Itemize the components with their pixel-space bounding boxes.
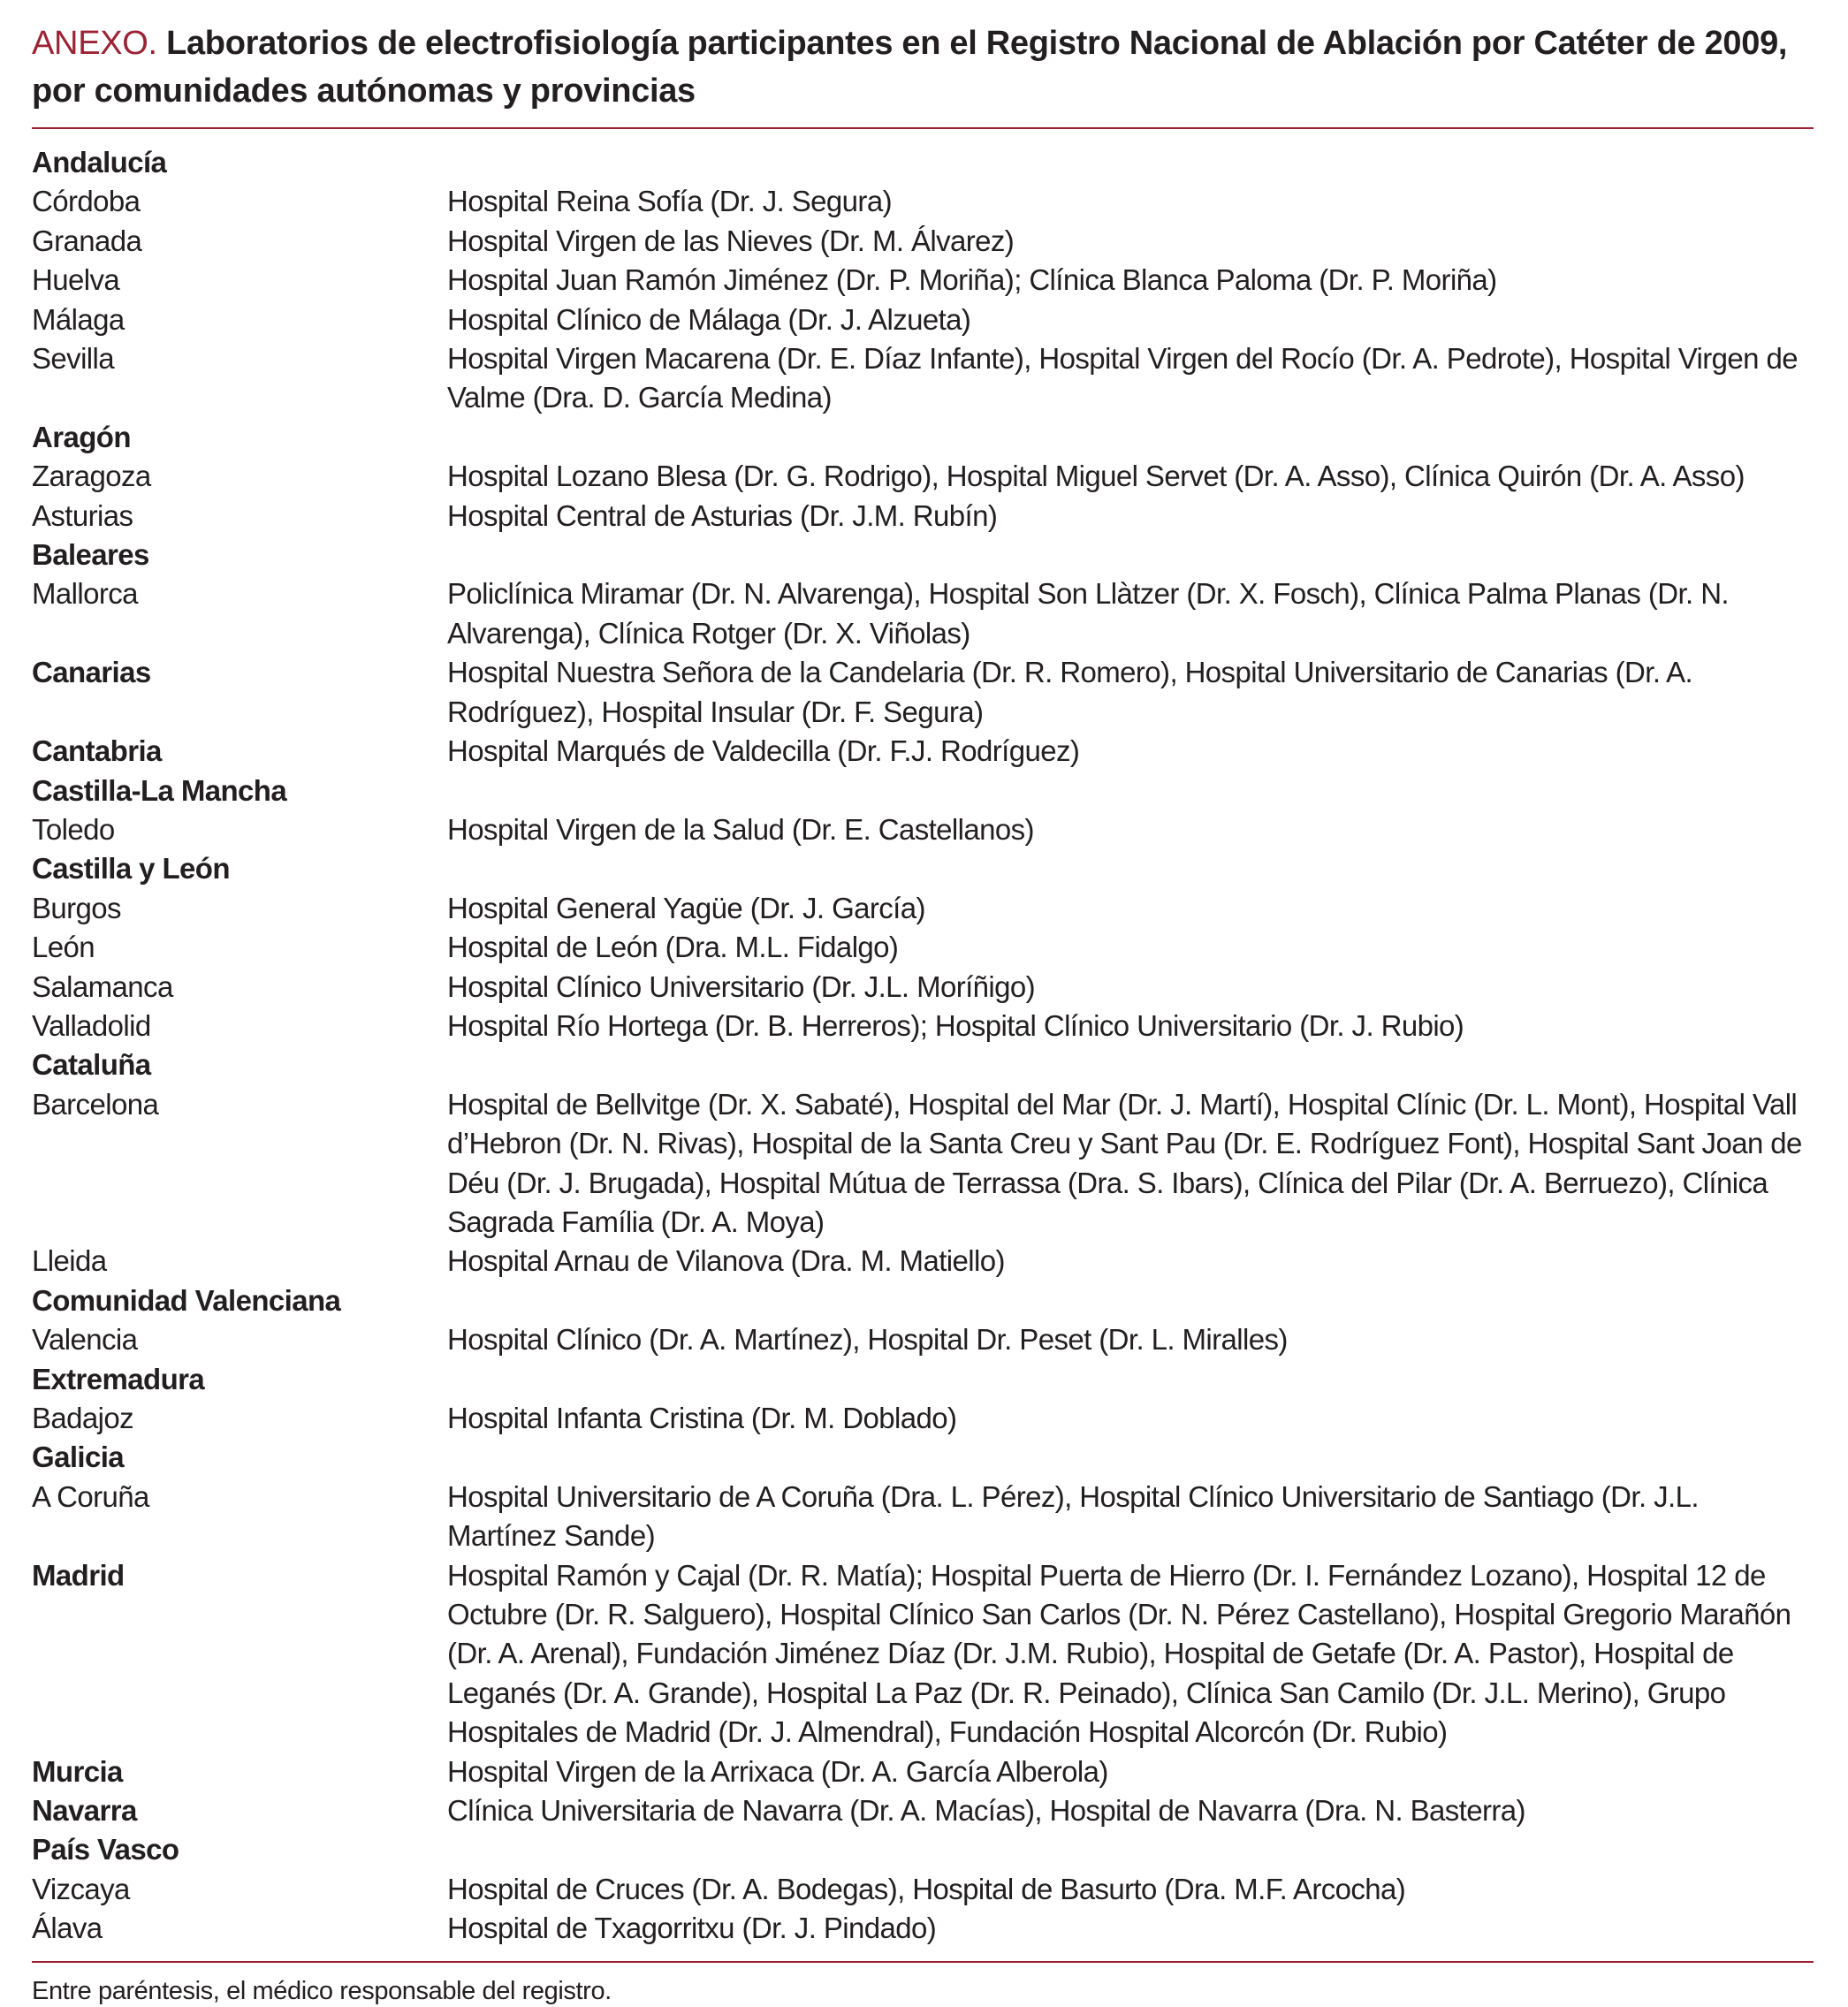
annex-title [32, 19, 1814, 115]
region-name: Canarias [32, 656, 151, 689]
province-name: Salamanca [32, 969, 173, 1003]
province-row [32, 810, 1814, 849]
province-name: Vizcaya [32, 1872, 130, 1905]
province-name: Badajoz [32, 1402, 134, 1434]
hospital-list: Hospital Universitario de A Coruña (Dra. L. Pérez), Hospital Clínico Universitario de Santiago (Dr. J.L. Martínez Sande) [447, 1479, 1699, 1553]
hospital-list: Hospital Central de Asturias (Dr. J.M. Rubín) [447, 498, 998, 532]
hospital-list: Hospital Clínico (Dr. A. Martínez), Hospital Dr. Peset (Dr. L. Miralles) [447, 1323, 1288, 1357]
province-row [32, 1399, 1814, 1438]
province-row [32, 1870, 1814, 1909]
annex-label: ANEXO. [32, 25, 157, 62]
region-name: Castilla y León [32, 852, 230, 886]
bottom-divider [32, 1961, 1814, 1963]
region-name: Castilla-La Mancha [32, 773, 287, 807]
province-name: Valladolid [32, 1008, 151, 1042]
hospital-list: Hospital Arnau de Vilanova (Dra. M. Matiello) [447, 1244, 1005, 1278]
hospital-list: Hospital Virgen de la Arrixaca (Dr. A. García Alberola) [447, 1754, 1108, 1788]
region-name: Murcia [32, 1754, 123, 1788]
province-name: Álava [32, 1912, 103, 1945]
province-row [32, 457, 1814, 496]
hospital-list: Hospital Marqués de Valdecilla (Dr. F.J. Rodríguez) [447, 734, 1080, 768]
region-row [32, 1791, 1814, 1830]
province-row [32, 182, 1814, 221]
hospital-list: Hospital Lozano Blesa (Dr. G. Rodrigo), Hospital Miguel Servet (Dr. A. Asso), Clínica Quirón (Dr. A. Asso) [447, 460, 1745, 493]
annex-page [32, 19, 1814, 2007]
hospital-list: Hospital de Bellvitge (Dr. X. Sabaté), Hospital del Mar (Dr. J. Martí), Hospital Clínic (Dr. L. Mont), Hospital Vall d’Hebron (Dr. N. Rivas), Hospital de la Santa Creu y Sant Pau (Dr. E. Rodríguez Font), Hospital Sant Joan de Déu (Dr. J. Brugada), Hospital Mútua de Terrassa (Dra. S. Ibars), Clínica del Pilar (Dr. A. Berruezo), Clínica Sagrada Família (Dr. A. Moya) [447, 1087, 1802, 1238]
province-name: Toledo [32, 812, 115, 846]
hospital-list: Hospital Río Hortega (Dr. B. Herreros); Hospital Clínico Universitario (Dr. J. Rubio) [447, 1008, 1464, 1042]
hospital-list: Hospital Juan Ramón Jiménez (Dr. P. Moriña); Clínica Blanca Paloma (Dr. P. Moriña) [447, 263, 1497, 297]
province-row [32, 1478, 1814, 1556]
region-row [32, 653, 1814, 732]
hospital-list: Hospital Virgen Macarena (Dr. E. Díaz Infante), Hospital Virgen del Rocío (Dr. A. Pedrote), Hospital Virgen de Valme (Dra. D. García Medina) [447, 342, 1798, 414]
province-name: Zaragoza [32, 460, 151, 493]
hospital-list: Hospital Reina Sofía (Dr. J. Segura) [447, 185, 892, 218]
annex-title-text: Laboratorios de electrofisiología participantes en el Registro Nacional de Ablación por Catéter de 2009, por comunidades autónomas y provincias [32, 25, 1788, 110]
hospital-list: Policlínica Miramar (Dr. N. Alvarenga), Hospital Son Llàtzer (Dr. X. Fosch), Clínica Palma Planas (Dr. N. Alvarenga), Clínica Rotger (Dr. X. Viñolas) [447, 577, 1729, 650]
province-row [32, 1242, 1814, 1281]
region-name: Navarra [32, 1794, 137, 1828]
region-row [32, 849, 1814, 888]
region-row [32, 772, 1814, 810]
hospital-list: Hospital Virgen de la Salud (Dr. E. Castellanos) [447, 812, 1034, 846]
province-name: Granada [32, 224, 142, 257]
province-row [32, 1320, 1814, 1359]
footnote: Entre paréntesis, el médico responsable del registro. [32, 1976, 612, 2005]
province-name: Córdoba [32, 185, 141, 218]
region-row [32, 143, 1814, 182]
top-divider [32, 127, 1814, 129]
hospital-list: Hospital Clínico Universitario (Dr. J.L. Moríñigo) [447, 969, 1036, 1003]
province-row [32, 261, 1814, 300]
province-row [32, 1007, 1814, 1045]
province-row [32, 497, 1814, 536]
province-name: Lleida [32, 1244, 107, 1278]
region-row [32, 1752, 1814, 1791]
hospital-list: Hospital Infanta Cristina (Dr. M. Doblado) [447, 1402, 957, 1434]
province-name: Barcelona [32, 1087, 159, 1121]
region-name: Galicia [32, 1441, 125, 1474]
hospital-list: Hospital Clínico de Málaga (Dr. J. Alzueta) [447, 302, 971, 336]
province-name: Huelva [32, 263, 120, 297]
hospital-list: Hospital de León (Dra. M.L. Fidalgo) [447, 931, 899, 964]
region-row [32, 1360, 1814, 1399]
province-name: Asturias [32, 498, 133, 532]
region-name: Comunidad Valenciana [32, 1283, 341, 1317]
region-row [32, 1045, 1814, 1084]
province-row [32, 889, 1814, 928]
province-row [32, 1085, 1814, 1243]
province-name: Sevilla [32, 342, 115, 376]
region-name: Andalucía [32, 146, 167, 179]
hospital-list: Hospital Ramón y Cajal (Dr. R. Matía); Hospital Puerta de Hierro (Dr. I. Fernández Lozano), Hospital 12 de Octubre (Dr. R. Salguero), Hospital Clínico San Carlos (Dr. N. Pérez Castellano), Hospital Gregorio Marañón (Dr. A. Arenal), Fundación Jiménez Díaz (Dr. J.M. Rubio), Hospital de Getafe (Dr. A. Pastor), Hospital de Leganés (Dr. A. Grande), Hospital La Paz (Dr. R. Peinado), Clínica San Camilo (Dr. J.L. Merino), Grupo Hospitales de Madrid (Dr. J. Almendral), Fundación Hospital Alcorcón (Dr. Rubio) [447, 1558, 1791, 1749]
region-name: Cantabria [32, 734, 162, 768]
province-name: A Coruña [32, 1479, 149, 1513]
province-row [32, 300, 1814, 339]
province-name: Málaga [32, 302, 125, 336]
region-name: Madrid [32, 1558, 125, 1592]
region-row [32, 1281, 1814, 1320]
hospital-list: Hospital de Cruces (Dr. A. Bodegas), Hospital de Basurto (Dra. M.F. Arcocha) [447, 1872, 1406, 1905]
region-name: Baleares [32, 538, 149, 572]
hospital-list: Hospital Virgen de las Nieves (Dr. M. Álvarez) [447, 224, 1015, 257]
region-row [32, 1830, 1814, 1869]
hospital-list: Hospital de Txagorritxu (Dr. J. Pindado) [447, 1912, 937, 1945]
province-row [32, 1909, 1814, 1948]
province-row [32, 339, 1814, 418]
region-row [32, 1438, 1814, 1477]
region-name: País Vasco [32, 1833, 179, 1866]
region-row [32, 732, 1814, 771]
province-row [32, 968, 1814, 1007]
hospital-list: Clínica Universitaria de Navarra (Dr. A. Macías), Hospital de Navarra (Dra. N. Basterra) [447, 1794, 1525, 1828]
hospital-list: Hospital Nuestra Señora de la Candelaria (Dr. R. Romero), Hospital Universitario de Canarias (Dr. A. Rodríguez), Hospital Insular (Dr. F. Segura) [447, 656, 1693, 728]
region-row [32, 418, 1814, 457]
province-name: León [32, 931, 95, 964]
province-name: Valencia [32, 1323, 138, 1357]
region-name: Cataluña [32, 1048, 151, 1082]
province-name: Burgos [32, 891, 121, 924]
hospital-list: Hospital General Yagüe (Dr. J. García) [447, 891, 925, 924]
province-name: Mallorca [32, 577, 138, 611]
province-row [32, 928, 1814, 967]
region-row [32, 1556, 1814, 1752]
laboratories-table [32, 143, 1814, 1949]
region-name: Aragón [32, 420, 131, 453]
region-row [32, 536, 1814, 574]
region-name: Extremadura [32, 1362, 205, 1395]
province-row [32, 574, 1814, 653]
province-row [32, 222, 1814, 261]
